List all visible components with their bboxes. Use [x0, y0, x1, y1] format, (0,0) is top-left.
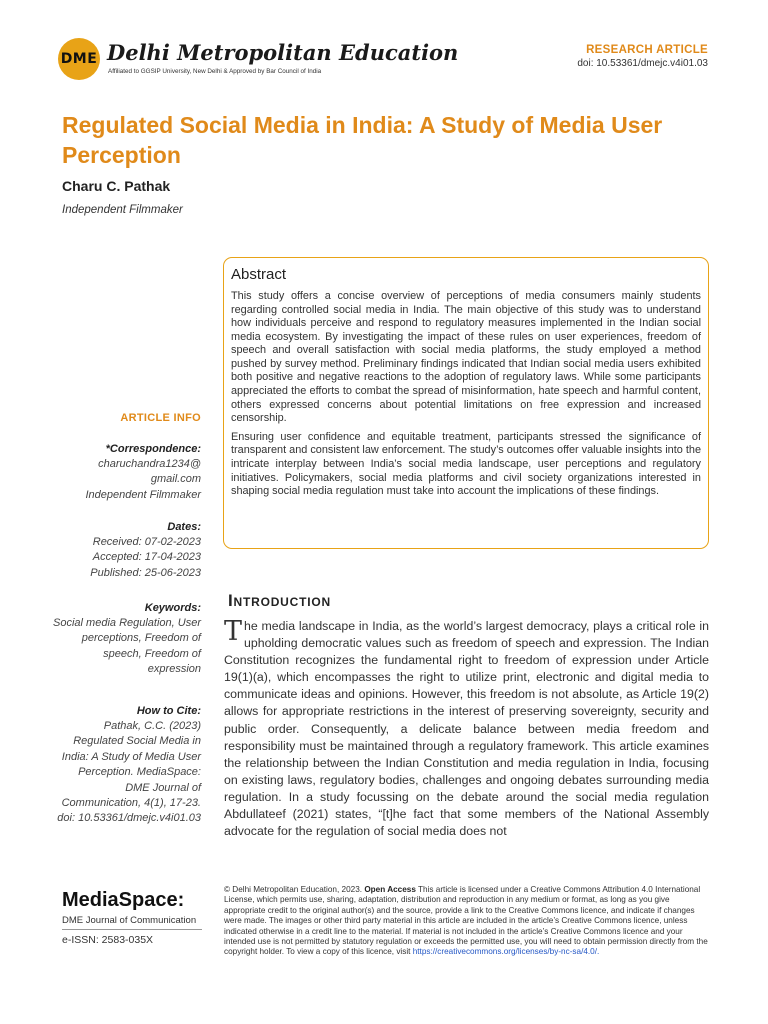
- license-link[interactable]: https://creativecommons.org/licenses/by-nc-sa/4.0/.: [412, 947, 600, 957]
- abstract-paragraph-1: This study offers a concise overview of perceptions of media consumers mainly students regarding controlled social media in India. The main objective of this study was to understand how individuals perceive and respond to regulatory measures implemented in the Indian social media ecosystem. By investigating the impact of these rules on user experiences, freedom of speech and overall satisfaction with social media platforms, the study employed a method pushed by survey method. Preliminary findings indicated that Indian social media users exhibited both positive and negative reactions to the adoption of regulatory laws. While some participants appreciated the efforts to combat the spread of misinformation, hate speech and harmful content, others expressed concerns about potential limitations on free expression and increased censorship.: [231, 290, 701, 425]
- article-title: Regulated Social Media in India: A Study of Media User Perception: [62, 112, 663, 169]
- license-body: This article is licensed under a Creative Commons Attribution 4.0 International License, which permits use, sharing, adaptation, distribution and reproduction in any medium or format, as long as you give appropriate credit to the original author(s) and the source, provide a link to the Creative Commons licence, and indicate if changes were made. The images or other third party material in this article are included in the article’s Creative Commons licence, unless indicated otherwise in a credit line to the material. If material is not included in the article’s Creative Commons licence and your intended use is not permitted by statutory regulation or exceeds the permitted use, you will need to obtain permission directly from the copyright holder. To view a copy of this licence, visit: [224, 885, 708, 957]
- correspondence-block: [51, 443, 201, 503]
- correspondence-email-line2[interactable]: gmail.com: [150, 473, 201, 486]
- mediaspace-subtitle: DME Journal of Communication: [62, 915, 197, 926]
- date-received: Received: 07-02-2023: [92, 536, 201, 548]
- citation-text: Pathak, C.C. (2023) Regulated Social Media in India: A Study of Media User Perception. MediaSpace: DME Journal of Communication, 4(1), 17-23. doi: 10.53361/dmejc.v4i01.03: [57, 720, 201, 825]
- abstract-box: [223, 257, 709, 549]
- keywords-block: [51, 602, 201, 678]
- introduction-body: [224, 618, 709, 840]
- issn: e-ISSN: 2583-035X: [62, 934, 154, 946]
- citation-block: [51, 705, 201, 827]
- correspondence-label: *Correspondence:: [105, 443, 201, 455]
- date-accepted: Accepted: 17-04-2023: [92, 551, 201, 564]
- journal-name: Delhi Metropolitan Education: [107, 40, 459, 65]
- dates-block: [51, 521, 201, 581]
- keywords-label: Keywords:: [144, 602, 201, 614]
- how-to-cite-label: How to Cite:: [136, 705, 201, 717]
- correspondence-email-line1[interactable]: charuchandra1234@: [98, 458, 201, 470]
- author-name: Charu C. Pathak: [62, 178, 171, 194]
- journal-affiliation: Affiliated to GGSIP University, New Delhi & Approved by Bar Council of India: [108, 68, 322, 75]
- drop-cap: T: [224, 616, 243, 647]
- introduction-text: he media landscape in India, as the world’s largest democracy, plays a critical role in upholding democratic values such as freedom of speech and expression. The Indian Constitution recognizes the fundamental right to freedom of expression under Article 19(1)(a), which encompasses the right to utilize print, electronic and digital media to communicate ideas and opinions. However, this freedom is not absolute, as Article 19(2) allows for appropriate restrictions in the interest of preserving sovereignty, security and public order. Consequently, a delicate balance between media freedom and responsibility must be maintained through a regulatory framework. This article examines the relationship between the Indian Constitution and media regulation in India, focusing on existing laws, regulatory bodies, challenges and ongoing debates surrounding media regulation. In a study focussing on the debate around the social media regulation Abdullateef (2021) states, “[t]he fact that some members of the National Assembly advocate for the regulation of social media does not: [224, 619, 709, 839]
- article-info-heading: ARTICLE INFO: [120, 412, 201, 424]
- logo-text: DME: [60, 51, 98, 67]
- mediaspace-title: MediaSpace:: [62, 889, 185, 911]
- keywords-text: Social media Regulation, User perceptions, Freedom of speech, Freedom of expression: [53, 617, 201, 676]
- abstract-paragraph-2: Ensuring user confidence and equitable treatment, participants stressed the significance of transparent and consistent law enforcement. The study’s outcomes offer valuable insights into the intricate interplay between India’s social media landscape, user perceptions and regulatory initiatives. Policymakers, social media platforms and civil society organizations interested in shaping social media regulation must take into account the implications of these findings.: [231, 430, 701, 498]
- article-doi[interactable]: doi: 10.53361/dmejc.v4i01.03: [577, 58, 708, 69]
- abstract-heading: Abstract: [231, 266, 287, 283]
- introduction-heading: Introduction: [228, 591, 331, 610]
- license-text: [224, 885, 710, 958]
- article-type-label: RESEARCH ARTICLE: [586, 44, 708, 56]
- mediaspace-divider: [62, 929, 202, 930]
- open-access-label: Open Access: [364, 885, 416, 894]
- date-published: Published: 25-06-2023: [90, 566, 201, 579]
- dates-label: Dates:: [167, 521, 201, 533]
- license-copyright: © Delhi Metropolitan Education, 2023.: [224, 885, 363, 894]
- author-affiliation: Independent Filmmaker: [62, 204, 183, 216]
- journal-logo: [58, 38, 100, 80]
- correspondence-affiliation: Independent Filmmaker: [85, 488, 201, 501]
